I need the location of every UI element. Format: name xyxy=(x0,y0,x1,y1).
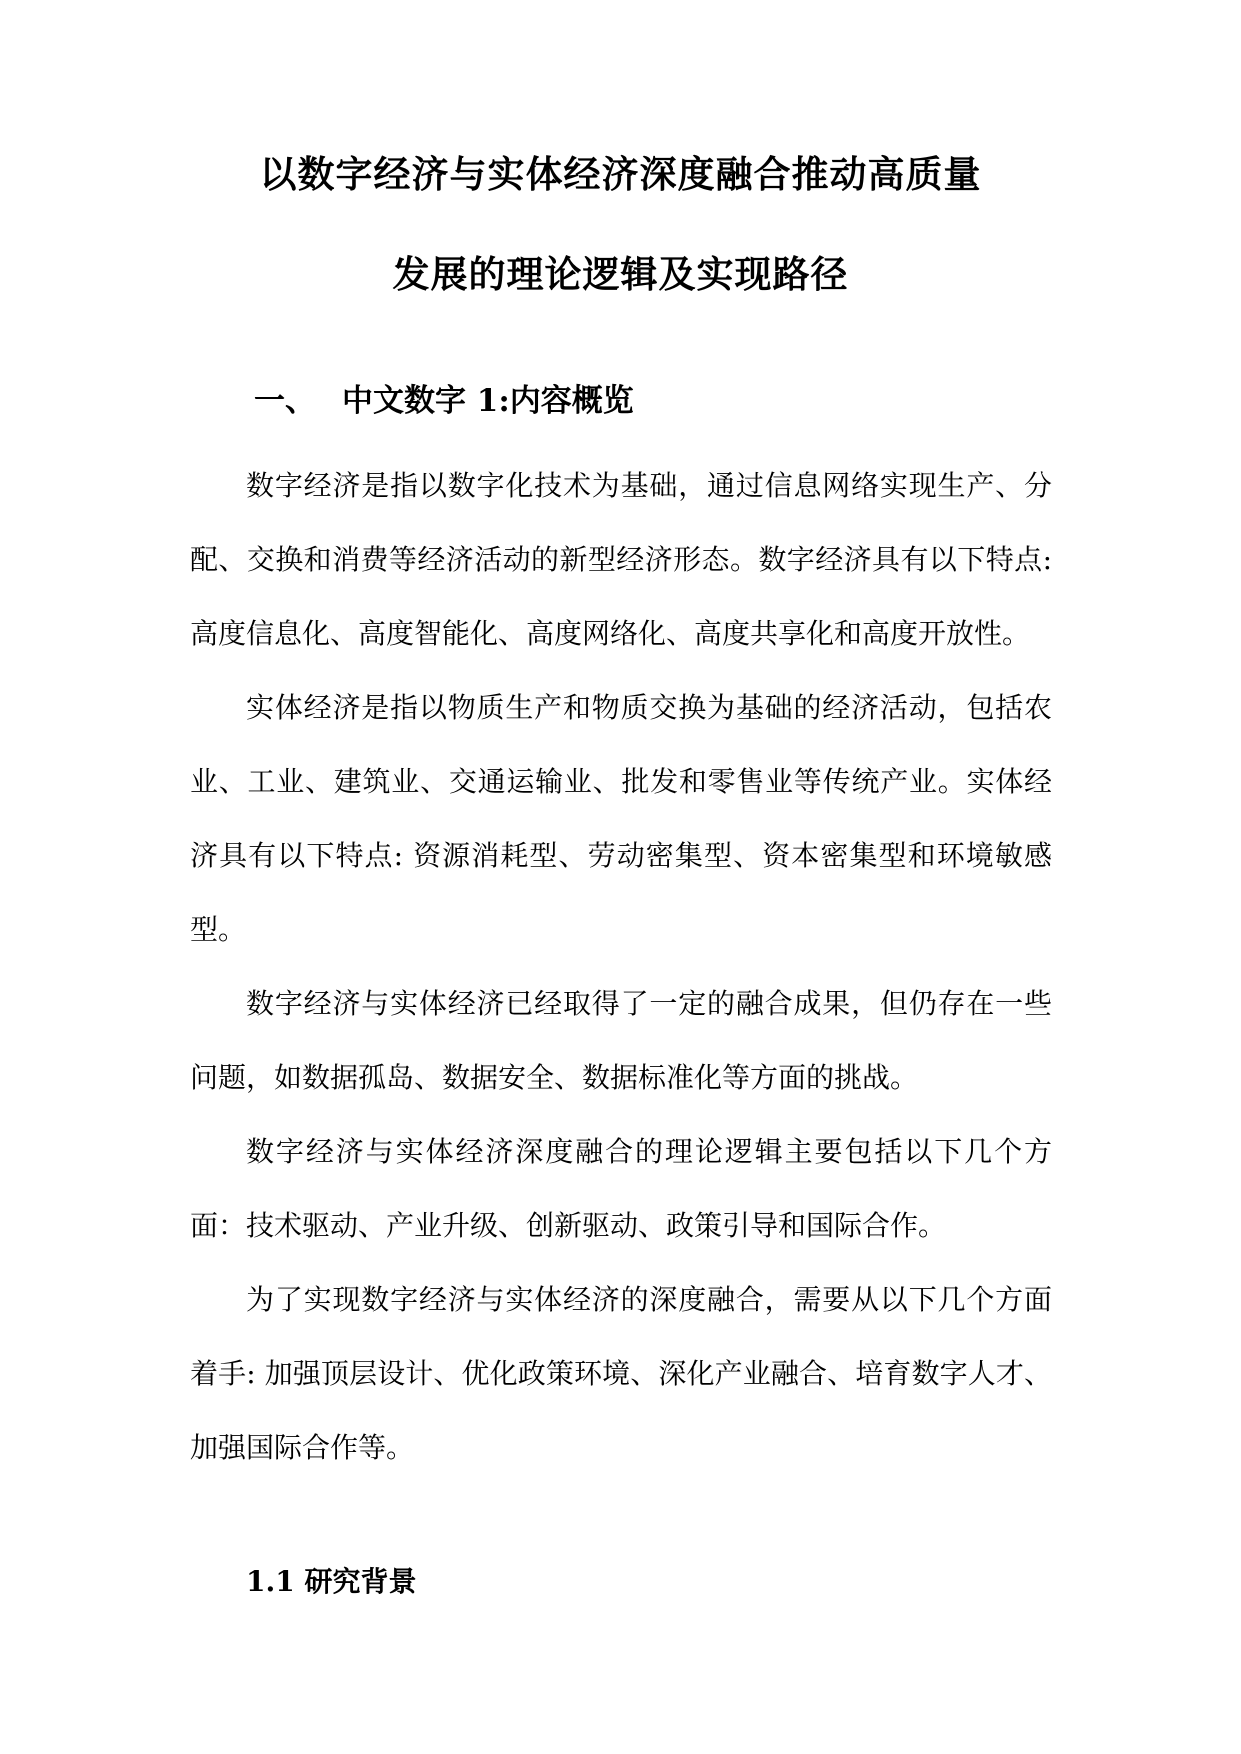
paragraph-implementation-path: 为了实现数字经济与实体经济的深度融合，需要从以下几个方面着手: 加强顶层设计、优化政策环境、深化产业融合、培育数字人才、加强国际合作等。 xyxy=(190,1283,1052,1464)
body-text xyxy=(190,449,1052,1485)
paragraph-real-economy: 实体经济是指以物质生产和物质交换为基础的经济活动，包括农业、工业、建筑业、交通运输业、批发和零售业等传统产业。实体经济具有以下特点: 资源消耗型、劳动密集型、资本密集型和环境敏感型。 xyxy=(190,691,1052,946)
subsection-heading: 1.1 研究背景 xyxy=(246,1565,417,1598)
paragraph-digital-economy: 数字经济是指以数字化技术为基础，通过信息网络实现生产、分配、交换和消费等经济活动的新型经济形态。数字经济具有以下特点:高度信息化、高度智能化、高度网络化、高度共享化和高度开放性。 xyxy=(190,469,1052,650)
document-title-line-2: 发展的理论逻辑及实现路径 xyxy=(392,252,849,296)
document-title-line-1: 以数字经济与实体经济深度融合推动高质量 xyxy=(259,152,982,196)
paragraph-integration-status: 数字经济与实体经济已经取得了一定的融合成果，但仍存在一些问题，如数据孤岛、数据安全、数据标准化等方面的挑战。 xyxy=(190,987,1052,1094)
section-title: 中文数字 1:内容概览 xyxy=(342,383,634,419)
section-heading xyxy=(254,379,634,423)
paragraph-theoretical-logic: 数字经济与实体经济深度融合的理论逻辑主要包括以下几个方面：技术驱动、产业升级、创新驱动、政策引导和国际合作。 xyxy=(190,1135,1052,1242)
section-number: 一、 xyxy=(254,383,316,419)
